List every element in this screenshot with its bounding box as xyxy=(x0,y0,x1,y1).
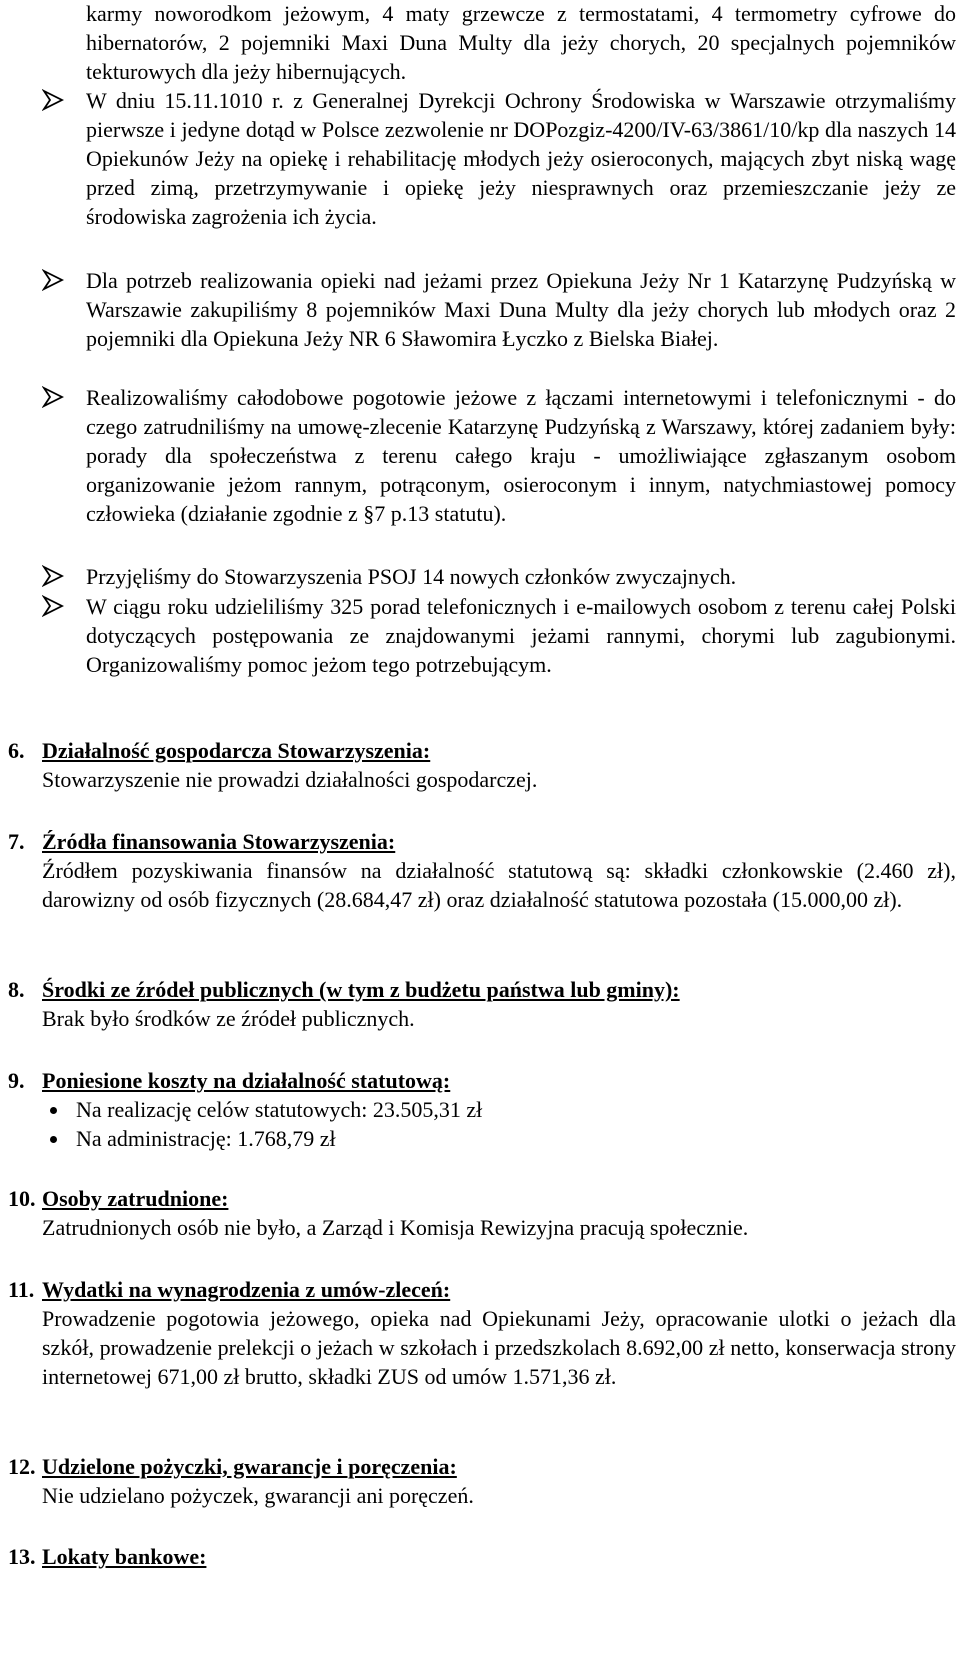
section-body: Brak było środków ze źródeł publicznych. xyxy=(42,1006,415,1031)
section-heading: Środki ze źródeł publicznych (w tym z budżetu państwa lub gminy): xyxy=(42,977,680,1002)
intro-continuation: karmy noworodkom jeżowym, 4 maty grzewcze z termostatami, 4 termometry cyfrowe do hibernatorów, 2 pojemniki Maxi Duna Multy dla jeży chorych, 20 specjalnych pojemników tekturowych dla jeży hibernujących. xyxy=(86,1,956,84)
arrow-bullet-icon xyxy=(42,595,64,617)
section-number: 6. xyxy=(8,738,25,763)
section-number: 13. xyxy=(8,1544,36,1569)
cost-list xyxy=(42,1095,956,1153)
section-number: 10. xyxy=(8,1186,36,1211)
section-7 xyxy=(8,827,956,914)
section-number: 9. xyxy=(8,1068,25,1093)
section-8 xyxy=(8,975,956,1033)
arrow-bullet-icon xyxy=(42,386,64,408)
list-item-text: Na administrację: 1.768,79 zł xyxy=(76,1126,336,1151)
section-12 xyxy=(8,1452,956,1510)
section-11 xyxy=(8,1275,956,1391)
bullet-text: W ciągu roku udzieliliśmy 325 porad telefonicznych i e-mailowych osobom z terenu całej Polski dotyczących postępowania ze znajdowanymi jeżami rannymi, chorymi lub zagubionymi. Organizowaliśmy pomoc jeżom tego potrzebującym. xyxy=(86,594,956,677)
section-heading: Poniesione koszty na działalność statutową: xyxy=(42,1068,451,1093)
section-heading: Udzielone pożyczki, gwarancje i poręczenia: xyxy=(42,1454,457,1479)
arrow-list-item xyxy=(42,383,956,528)
section-heading: Źródła finansowania Stowarzyszenia: xyxy=(42,829,396,854)
arrow-bullet-icon xyxy=(42,269,64,291)
section-heading: Działalność gospodarcza Stowarzyszenia: xyxy=(42,738,431,763)
arrow-list-item xyxy=(42,592,956,679)
section-body: Prowadzenie pogotowia jeżowego, opieka nad Opiekunami Jeży, opracowanie ulotki o jeżach dla szkół, prowadzenie prelekcji o jeżach w szkołach i przedszkolach 8.692,00 zł netto, konserwacja strony internetowej 671,00 zł brutto, składki ZUS od umów 1.571,36 zł. xyxy=(42,1306,956,1389)
arrow-list-item xyxy=(42,86,956,231)
section-heading: Lokaty bankowe: xyxy=(42,1544,207,1569)
section-13 xyxy=(8,1542,956,1571)
section-heading: Wydatki na wynagrodzenia z umów-zleceń: xyxy=(42,1277,451,1302)
section-body: Stowarzyszenie nie prowadzi działalności gospodarczej. xyxy=(42,767,538,792)
arrow-list-item xyxy=(42,266,956,353)
arrow-bullet-icon xyxy=(42,89,64,111)
bullet-text: Przyjęliśmy do Stowarzyszenia PSOJ 14 nowych członków zwyczajnych. xyxy=(86,564,737,589)
bullet-dot-icon xyxy=(50,1136,57,1143)
section-9 xyxy=(8,1066,956,1153)
section-number: 12. xyxy=(8,1454,36,1479)
section-body: Źródłem pozyskiwania finansów na działalność statutową są: składki członkowskie (2.460 zł), darowizny od osób fizycznych (28.684,47 zł) oraz działalność statutowa pozostała (15.000,00 zł). xyxy=(42,858,956,912)
section-body: Nie udzielano pożyczek, gwarancji ani poręczeń. xyxy=(42,1483,474,1508)
bullet-text: W dniu 15.11.1010 r. z Generalnej Dyrekcji Ochrony Środowiska w Warszawie otrzymaliśmy pierwsze i jedyne dotąd w Polsce zezwolenie nr DOPozgiz-4200/IV-63/3861/10/kp dla naszych 14 Opiekunów Jeży na opiekę i rehabilitację młodych jeży osieroconych, mających zbyt niską wagę przed zimą, przetrzymywanie i opiekę jeży niesprawnych oraz przemieszczanie jeży ze środowiska zagrożenia ich życia. xyxy=(86,88,956,229)
section-heading: Osoby zatrudnione: xyxy=(42,1186,229,1211)
bullet-text: Realizowaliśmy całodobowe pogotowie jeżowe z łączami internetowymi i telefonicznymi - do czego zatrudniliśmy na umowę-zlecenie Katarzynę Pudzyńską z Warszawy, której zadaniem były: porady dla społeczeństwa z terenu całego kraju - umożliwiające zgłaszanym osobom organizowanie jeżom rannym, potrąconym, osieroconym i innym, natychmiastowej pomocy człowieka (działanie zgodnie z §7 p.13 statutu). xyxy=(86,385,956,526)
list-item xyxy=(42,1095,956,1124)
section-6 xyxy=(8,736,956,794)
section-number: 8. xyxy=(8,977,25,1002)
arrow-list-item xyxy=(42,562,956,591)
section-number: 11. xyxy=(8,1277,35,1302)
list-item xyxy=(42,1124,956,1153)
section-10 xyxy=(8,1184,956,1242)
list-item-text: Na realizację celów statutowych: 23.505,31 zł xyxy=(76,1097,483,1122)
bullet-text: Dla potrzeb realizowania opieki nad jeżami przez Opiekuna Jeży Nr 1 Katarzynę Pudzyńską w Warszawie zakupiliśmy 8 pojemników Maxi Duna Multy dla jeży chorych lub młodych oraz 2 pojemniki dla Opiekuna Jeży NR 6 Sławomira Łyczko z Bielska Białej. xyxy=(86,268,956,351)
arrow-bullet-icon xyxy=(42,565,64,587)
section-body: Zatrudnionych osób nie było, a Zarząd i Komisja Rewizyjna pracują społecznie. xyxy=(42,1215,749,1240)
bullet-dot-icon xyxy=(50,1107,57,1114)
section-number: 7. xyxy=(8,829,25,854)
